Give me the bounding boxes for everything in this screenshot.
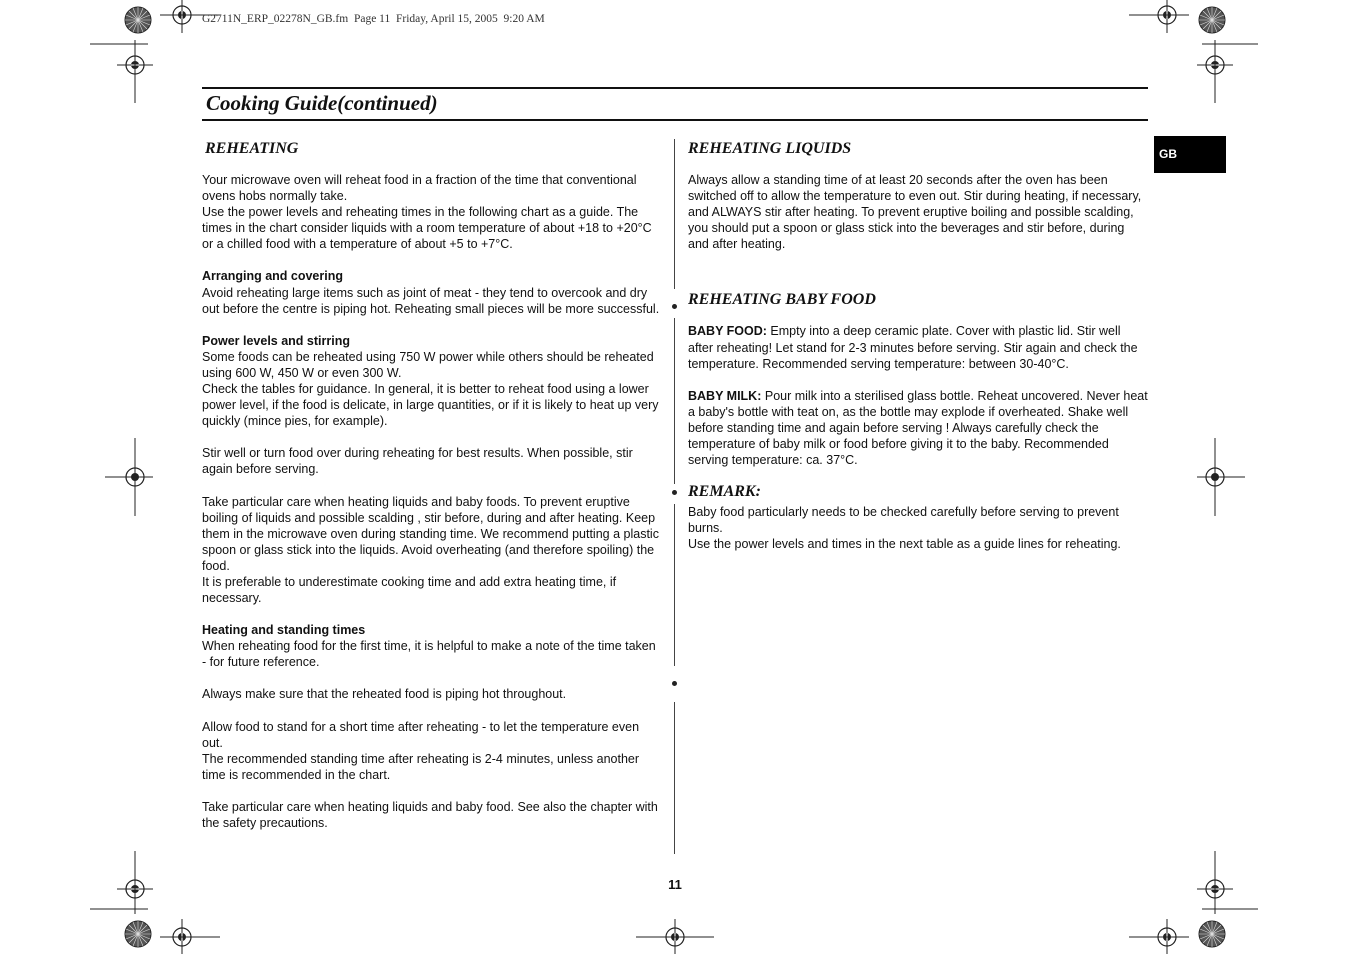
title-rule-bottom [202, 119, 1148, 121]
allow-text-1: Allow food to stand for a short time after reheating - to let the temperature even out. [202, 719, 640, 750]
page-title: Cooking Guide(continued) [206, 91, 438, 115]
column-divider-upper [674, 139, 675, 289]
page-number: 11 [668, 877, 682, 892]
column-divider-middle [674, 318, 675, 484]
reheating-liquids-heading: REHEATING LIQUIDS [688, 140, 852, 157]
remark-heading: REMARK: [688, 483, 761, 501]
reheating-heading: REHEATING [205, 140, 299, 157]
baby-food-label: BABY FOOD: [688, 324, 767, 339]
baby-milk-label: BABY MILK: [688, 388, 762, 403]
divider-dot [672, 490, 677, 495]
standing-text: When reheating food for the first time, it is helpful to make a note of the time taken - for future reference. [202, 639, 656, 670]
baby-food-text: Empty into a deep ceramic plate. Cover with plastic lid. Stir well after reheating! Let stand for 2-3 minutes before serving. Stir again and check the temperature. Recommended serving temperature: between 30-40°C. [688, 324, 1138, 371]
baby-milk-text: Pour milk into a sterilised glass bottle. Reheat uncovered. Never heat a baby's bottle with teat on, as the bottle may explode if overheated. Shake well before standing time and again before serving ! Always carefully check the temperature of baby milk or food before giving it to the baby. Recommended serving temperature: ca. 37°C. [688, 388, 1148, 468]
language-tab: GB [1154, 136, 1226, 173]
care-text-2: It is preferable to underestimate cooking time and add extra heating time, if necessary. [202, 574, 617, 606]
baby-food-paragraph [688, 323, 1148, 371]
intro-paragraph-2: Use the power levels and reheating times in the following chart as a guide. The times in the chart consider liquids with a room temperature of about +18 to +20°C or a chilled food with a temperature of about +5 to +7°C. [202, 205, 652, 252]
reheating-baby-food-heading: REHEATING BABY FOOD [688, 291, 876, 309]
arranging-text: Avoid reheating large items such as joint of meat - they tend to overcook and dry out before the centre is piping hot. Reheating small pieces will be more successful. [202, 285, 660, 316]
right-column [688, 139, 1148, 553]
allow-text-2: The recommended standing time after reheating is 2-4 minutes, unless another time is recommended in the chart. [202, 751, 640, 782]
baby-milk-paragraph [688, 388, 1148, 468]
power-text-2: Check the tables for guidance. In general, it is better to reheat food using a lower power level, if the food is delicate, in large quantities, or if it is likely to heat up very quickly (mince pies, for example). [202, 382, 659, 429]
power-heading: Power levels and stirring [202, 333, 350, 348]
power-text-1: Some foods can be reheated using 750 W power while others should be reheated using 600 W, 450 W or even 300 W. [202, 349, 654, 380]
remark-text-2: Use the power levels and times in the next table as a guide lines for reheating. [688, 537, 1121, 552]
left-column [202, 139, 662, 831]
file-meta-line: G2711N_ERP_02278N_GB.fm Page 11 Friday, April 15, 2005 9:20 AM [202, 13, 545, 25]
care-text-1: Take particular care when heating liquids and baby foods. To prevent eruptive boiling of liquids and possible scalding , stir before, during and after heating. Keep them in the microwave oven during standing time. We recommend putting a plastic spoon or glass stick into the liquids. Avoid overheating (and therefore spoiling) the food. [202, 494, 659, 573]
divider-dot [672, 681, 677, 686]
intro-paragraph-1: Your microwave oven will reheat food in a fraction of the time that conventional ovens hobs normally take. [202, 173, 637, 204]
column-divider-bottom [674, 702, 675, 854]
divider-dot [672, 304, 677, 309]
liquids-text: Always allow a standing time of at least 20 seconds after the oven has been switched off to allow the temperature to even out. Stir during heating, if necessary, and ALWAYS stir after heating. To prevent eruptive boiling and possible scalding, you should put a spoon or glass stick into the beverages and stir before, during and after heating. [688, 173, 1142, 252]
final-text: Take particular care when heating liquids and baby food. See also the chapter with the safety precautions. [202, 799, 658, 830]
hot-text: Always make sure that the reheated food is piping hot throughout. [202, 687, 567, 702]
standing-heading: Heating and standing times [202, 623, 366, 638]
stir-text: Stir well or turn food over during reheating for best results. When possible, stir again before serving. [202, 446, 633, 477]
remark-text-1: Baby food particularly needs to be checked carefully before serving to prevent burns. [688, 505, 1119, 536]
column-divider-lower [674, 504, 675, 666]
arranging-heading: Arranging and covering [202, 269, 343, 284]
